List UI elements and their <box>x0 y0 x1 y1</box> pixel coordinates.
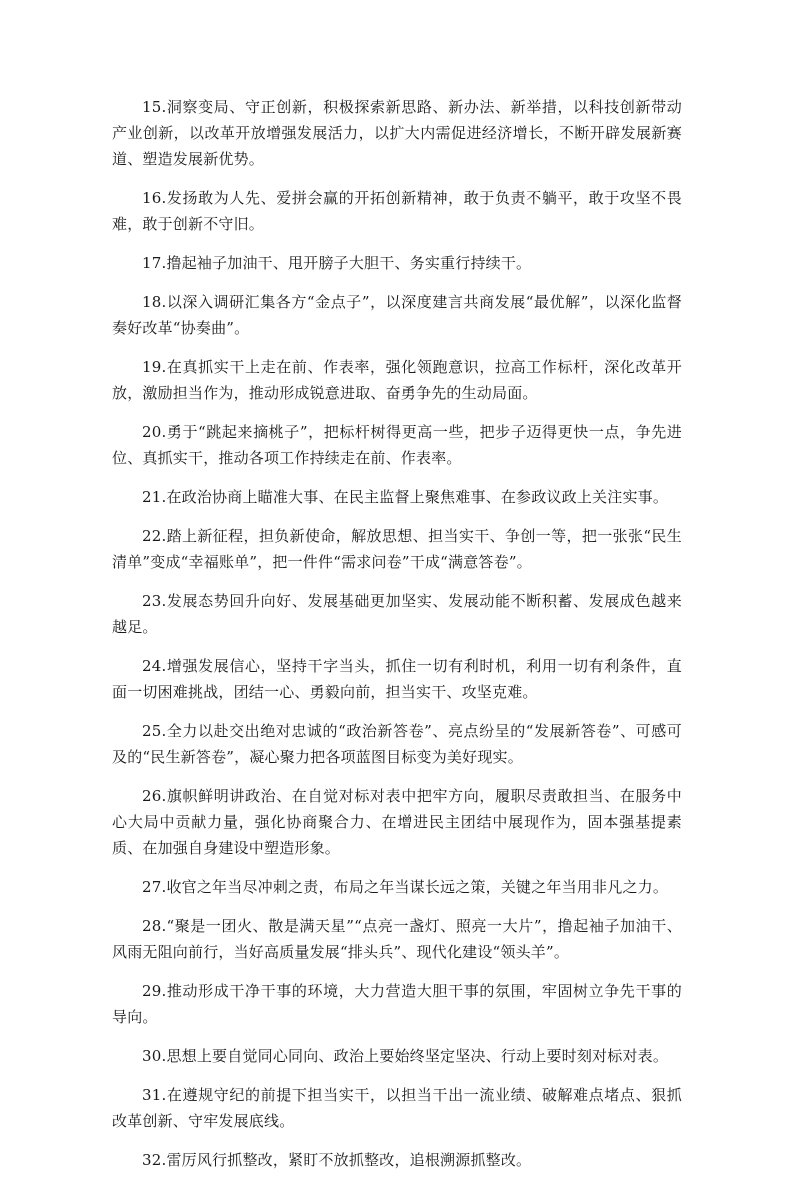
paragraph-23: 23.发展态势回升向好、发展基础更加坚实、发展动能不断积蓄、发展成色越来越足。 <box>112 592 682 636</box>
paragraph-16: 16.发扬敢为人先、爱拼会赢的开拓创新精神，敢于负责不躺平，敢于攻坚不畏难，敢于创新不守旧。 <box>112 189 682 233</box>
paragraph-30: 30.思想上要自觉同心同向、政治上要始终坚定坚决、行动上要时刻对标对表。 <box>142 1047 669 1065</box>
document-body <box>112 94 682 1186</box>
paragraph-28: 28.“聚是一团火、散是满天星”“点亮一盏灯、照亮一大片”，撸起袖子加油干、风雨无阻向前行，当好高质量发展“排头兵”、现代化建设“领头羊”。 <box>112 917 682 961</box>
paragraph-31: 31.在遵规守纪的前提下担当实干，以担当干出一流业绩、破解难点堵点、狠抓改革创新、守牢发展底线。 <box>112 1086 682 1130</box>
paragraph-19: 19.在真抓实干上走在前、作表率，强化领跑意识，拉高工作标杆，深化改革开放，激励担当作为，推动形成锐意进取、奋勇争先的生动局面。 <box>112 358 682 402</box>
paragraph-15: 15.洞察变局、守正创新，积极探索新思路、新办法、新举措，以科技创新带动产业创新，以改革开放增强发展活力，以扩大内需促进经济增长，不断开辟发展新赛道、塑造发展新优势。 <box>112 98 682 168</box>
paragraph-18: 18.以深入调研汇集各方“金点子”，以深度建言共商发展“最优解”，以深化监督奏好改革“协奏曲”。 <box>112 293 682 337</box>
paragraph-29: 29.推动形成干净干事的环境，大力营造大胆干事的氛围，牢固树立争先干事的导向。 <box>112 982 682 1026</box>
paragraph-25: 25.全力以赴交出绝对忠诚的“政治新答卷”、亮点纷呈的“发展新答卷”、可感可及的“民生新答卷”，凝心聚力把各项蓝图目标变为美好现实。 <box>112 722 682 766</box>
paragraph-17: 17.撸起袖子加油干、甩开膀子大胆干、务实重行持续干。 <box>142 254 532 272</box>
paragraph-26: 26.旗帜鲜明讲政治、在自觉对标对表中把牢方向，履职尽责敢担当、在服务中心大局中贡献力量，强化协商聚合力、在增进民主团结中展现作为，固本强基提素质、在加强自身建设中塑造形象。 <box>112 787 682 857</box>
paragraph-27: 27.收官之年当尽冲刺之责，布局之年当谋长远之策，关键之年当用非凡之力。 <box>142 878 669 896</box>
paragraph-22: 22.踏上新征程，担负新使命，解放思想、担当实干、争创一等，把一张张“民生清单”变成“幸福账单”，把一件件“需求问卷”干成“满意答卷”。 <box>112 527 682 571</box>
paragraph-32: 32.雷厉风行抓整改，紧盯不放抓整改，追根溯源抓整改。 <box>142 1151 532 1169</box>
paragraph-21: 21.在政治协商上瞄准大事、在民主监督上聚焦难事、在参政议政上关注实事。 <box>142 488 669 506</box>
paragraph-24: 24.增强发展信心，坚持干字当头，抓住一切有利时机，利用一切有利条件，直面一切困难挑战，团结一心、勇毅向前，担当实干、攻坚克难。 <box>112 657 682 701</box>
paragraph-20: 20.勇于“跳起来摘桃子”，把标杆树得更高一些，把步子迈得更快一点，争先进位、真抓实干，推动各项工作持续走在前、作表率。 <box>112 423 682 467</box>
